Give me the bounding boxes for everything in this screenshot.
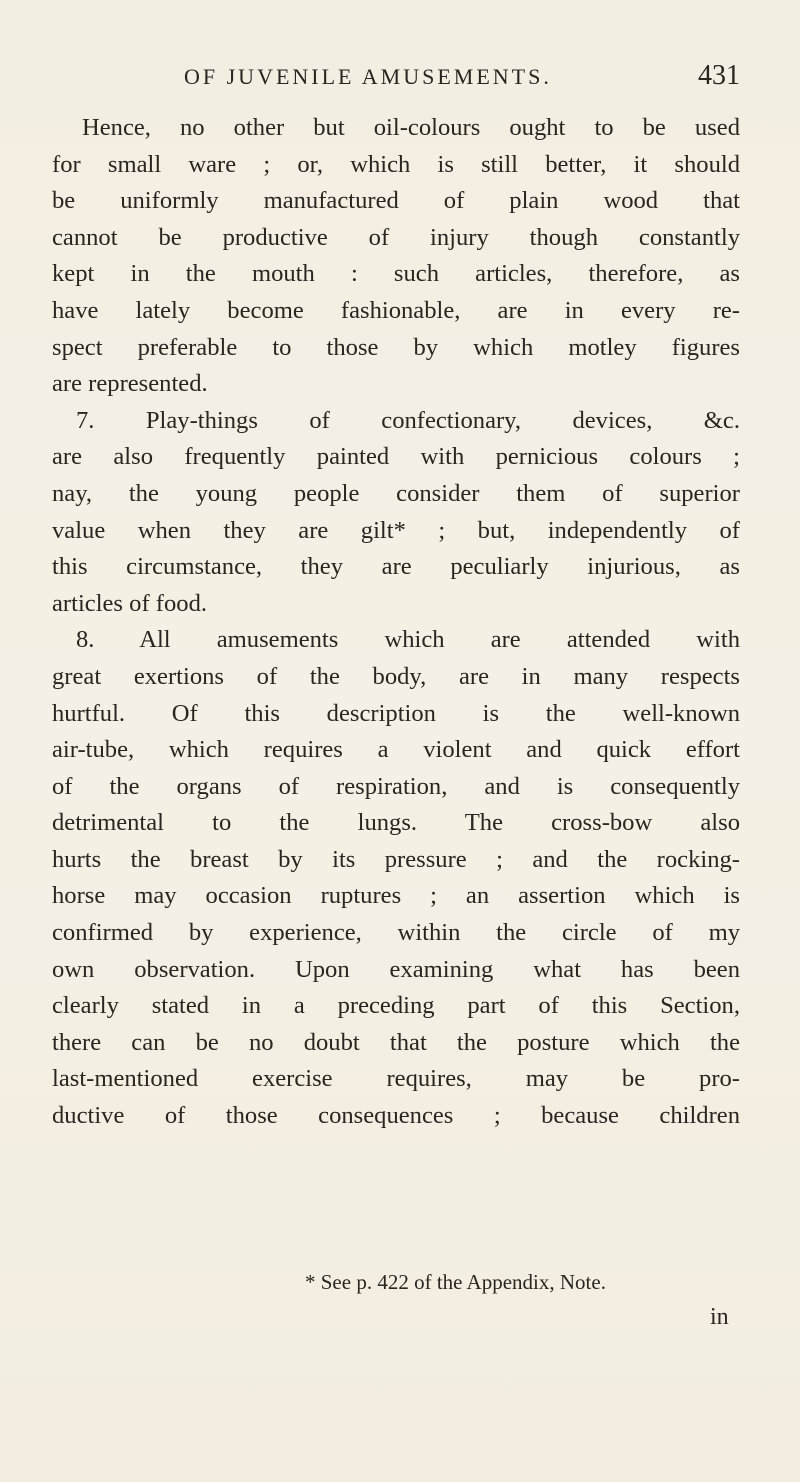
text-line: detrimental to the lungs. The cross-bow also xyxy=(52,809,740,837)
text-line: 8. All amusements which are attended with xyxy=(76,626,740,654)
text-line: value when they are gilt* ; but, independently of xyxy=(52,516,740,544)
text-line: hurtful. Of this description is the well-known xyxy=(52,699,740,727)
text-line: be uniformly manufactured of plain wood that xyxy=(52,187,740,215)
text-line: there can be no doubt that the posture which the xyxy=(52,1028,740,1056)
text-line: great exertions of the body, are in many respects xyxy=(52,662,740,690)
running-title: OF JUVENILE AMUSEMENTS. xyxy=(184,64,552,89)
text-line: own observation. Upon examining what has been xyxy=(52,955,740,983)
text-line: nay, the young people consider them of superior xyxy=(52,479,740,507)
text-line: horse may occasion ruptures ; an assertion which is xyxy=(52,882,740,910)
text-line: for small ware ; or, which is still better, it should xyxy=(52,150,740,178)
text-line: spect preferable to those by which motley figures xyxy=(52,333,740,361)
text-line: are also frequently painted with pernicious colours ; xyxy=(52,443,740,471)
text-line: 7. Play-things of confectionary, devices, &c. xyxy=(76,406,740,434)
text-line: are represented. xyxy=(52,370,208,398)
text-line: last-mentioned exercise requires, may be pro- xyxy=(52,1065,740,1093)
page-number: 431 xyxy=(698,60,740,91)
text-line: Hence, no other but oil-colours ought to be used xyxy=(82,114,740,141)
text-line: confirmed by experience, within the circle of my xyxy=(52,919,740,947)
footnote: * See p. 422 of the Appendix, Note. xyxy=(305,1270,606,1294)
page-header xyxy=(100,60,740,104)
text-line: articles of food. xyxy=(52,589,208,617)
catchword: in xyxy=(710,1304,729,1330)
body-text xyxy=(52,110,740,1135)
text-line: hurts the breast by its pressure ; and the rocking- xyxy=(52,845,740,873)
text-line: have lately become fashionable, are in every re- xyxy=(52,296,740,324)
text-line: kept in the mouth : such articles, therefore, as xyxy=(52,260,740,288)
text-line: ductive of those consequences ; because children xyxy=(52,1102,740,1130)
text-line: this circumstance, they are peculiarly injurious, as xyxy=(52,553,740,581)
text-line: clearly stated in a preceding part of this Section, xyxy=(52,992,740,1020)
text-line: cannot be productive of injury though constantly xyxy=(52,223,740,251)
text-line: of the organs of respiration, and is consequently xyxy=(52,772,740,800)
text-line: air-tube, which requires a violent and quick effort xyxy=(52,736,740,764)
